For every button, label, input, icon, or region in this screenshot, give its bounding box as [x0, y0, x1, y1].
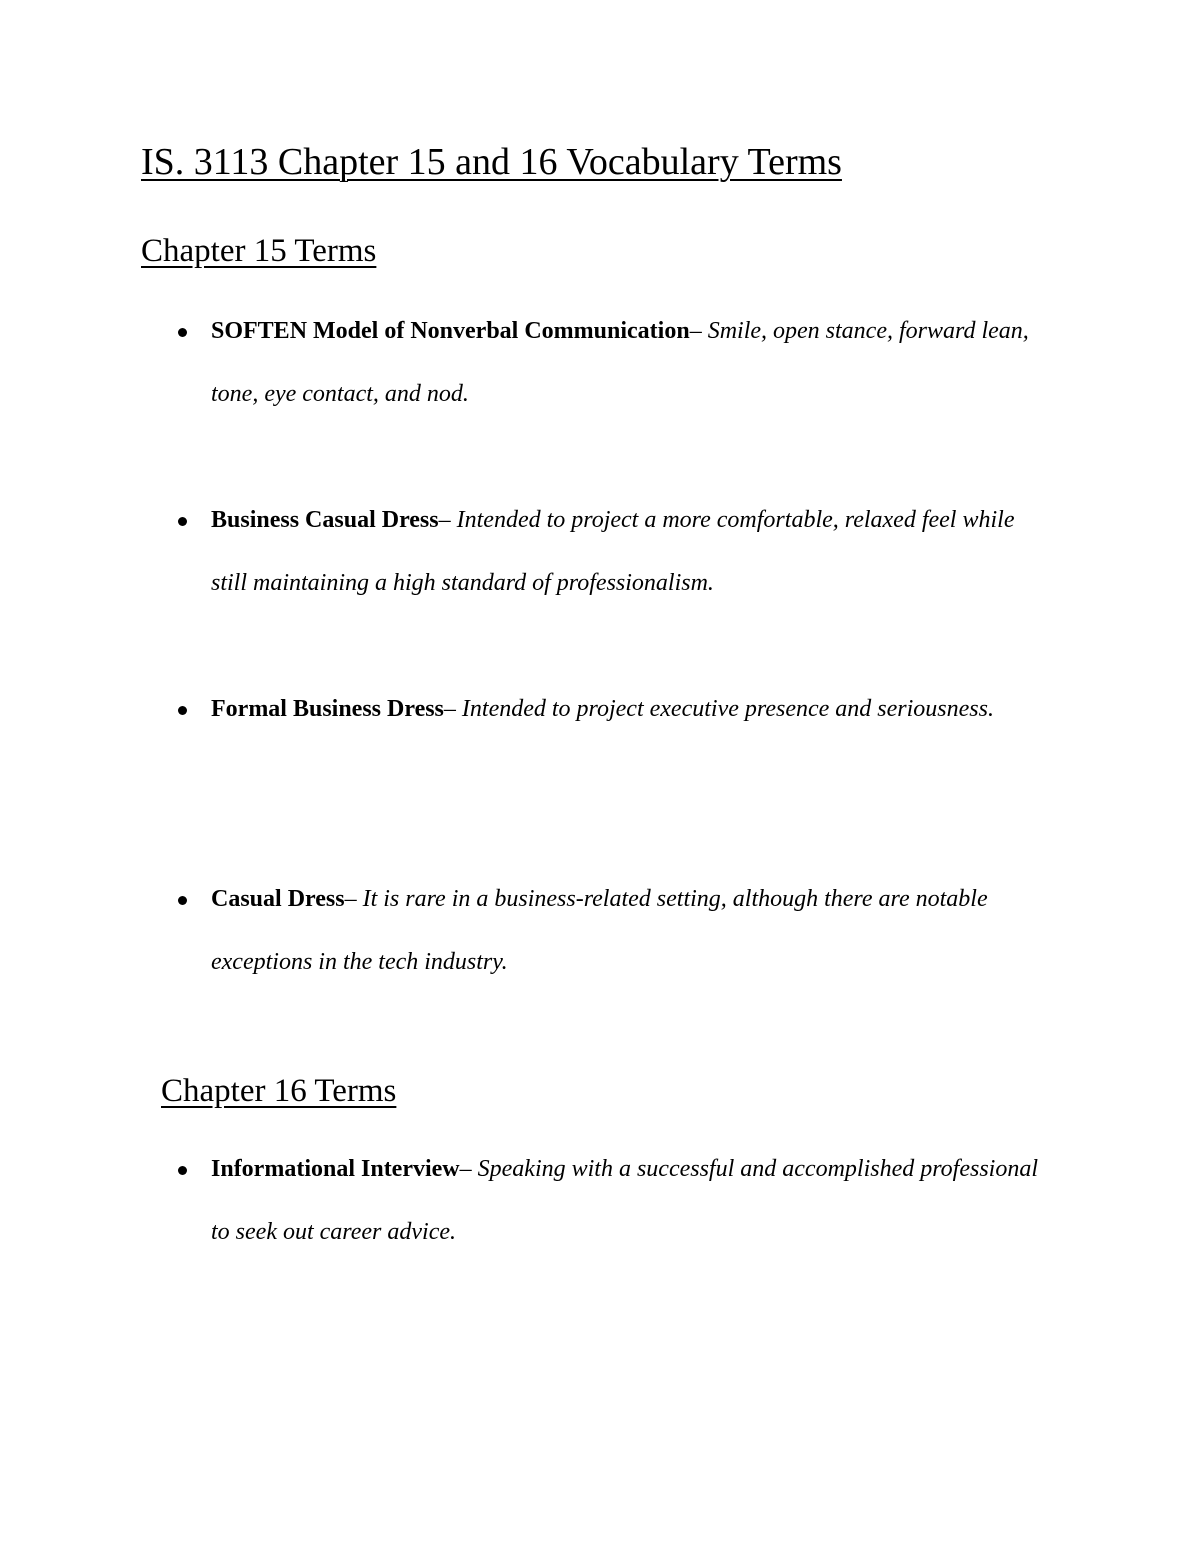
- term-definition: Intended to project a more comfortable, relaxed feel while still maintaining a high standard of professionalism.: [211, 507, 1015, 596]
- term-name: Formal Business Dress: [211, 696, 444, 722]
- list-item: [211, 868, 1041, 994]
- term-name: SOFTEN Model of Nonverbal Communication: [211, 318, 690, 344]
- bullet-icon: [178, 328, 187, 337]
- term-separator: –: [459, 1156, 478, 1182]
- list-item: [211, 489, 1041, 615]
- bullet-icon: [178, 896, 187, 905]
- term-separator: –: [689, 318, 708, 344]
- term-definition: Intended to project executive presence and seriousness.: [461, 696, 994, 722]
- list-item: [211, 300, 1041, 426]
- section-heading-chapter-15: Chapter 15 Terms: [141, 233, 377, 269]
- bullet-icon: [178, 517, 187, 526]
- term-name: Informational Interview: [211, 1156, 460, 1182]
- term-name: Business Casual Dress: [211, 507, 439, 533]
- bullet-icon: [178, 706, 187, 715]
- section-heading-chapter-16: Chapter 16 Terms: [161, 1073, 397, 1109]
- term-definition: It is rare in a business-related setting, although there are notable exceptions in the tech industry.: [211, 886, 988, 975]
- term-definition: Speaking with a successful and accomplished professional to seek out career advice.: [211, 1156, 1039, 1245]
- term-separator: –: [438, 507, 457, 533]
- term-definition: Smile, open stance, forward lean, tone, eye contact, and nod.: [211, 318, 1029, 407]
- term-name: Casual Dress: [211, 886, 345, 912]
- term-separator: –: [344, 886, 363, 912]
- term-separator: –: [443, 696, 462, 722]
- bullet-icon: [178, 1166, 187, 1175]
- list-item: [211, 1138, 1041, 1264]
- document-title: IS. 3113 Chapter 15 and 16 Vocabulary Terms: [141, 141, 842, 183]
- list-item: [211, 678, 1041, 741]
